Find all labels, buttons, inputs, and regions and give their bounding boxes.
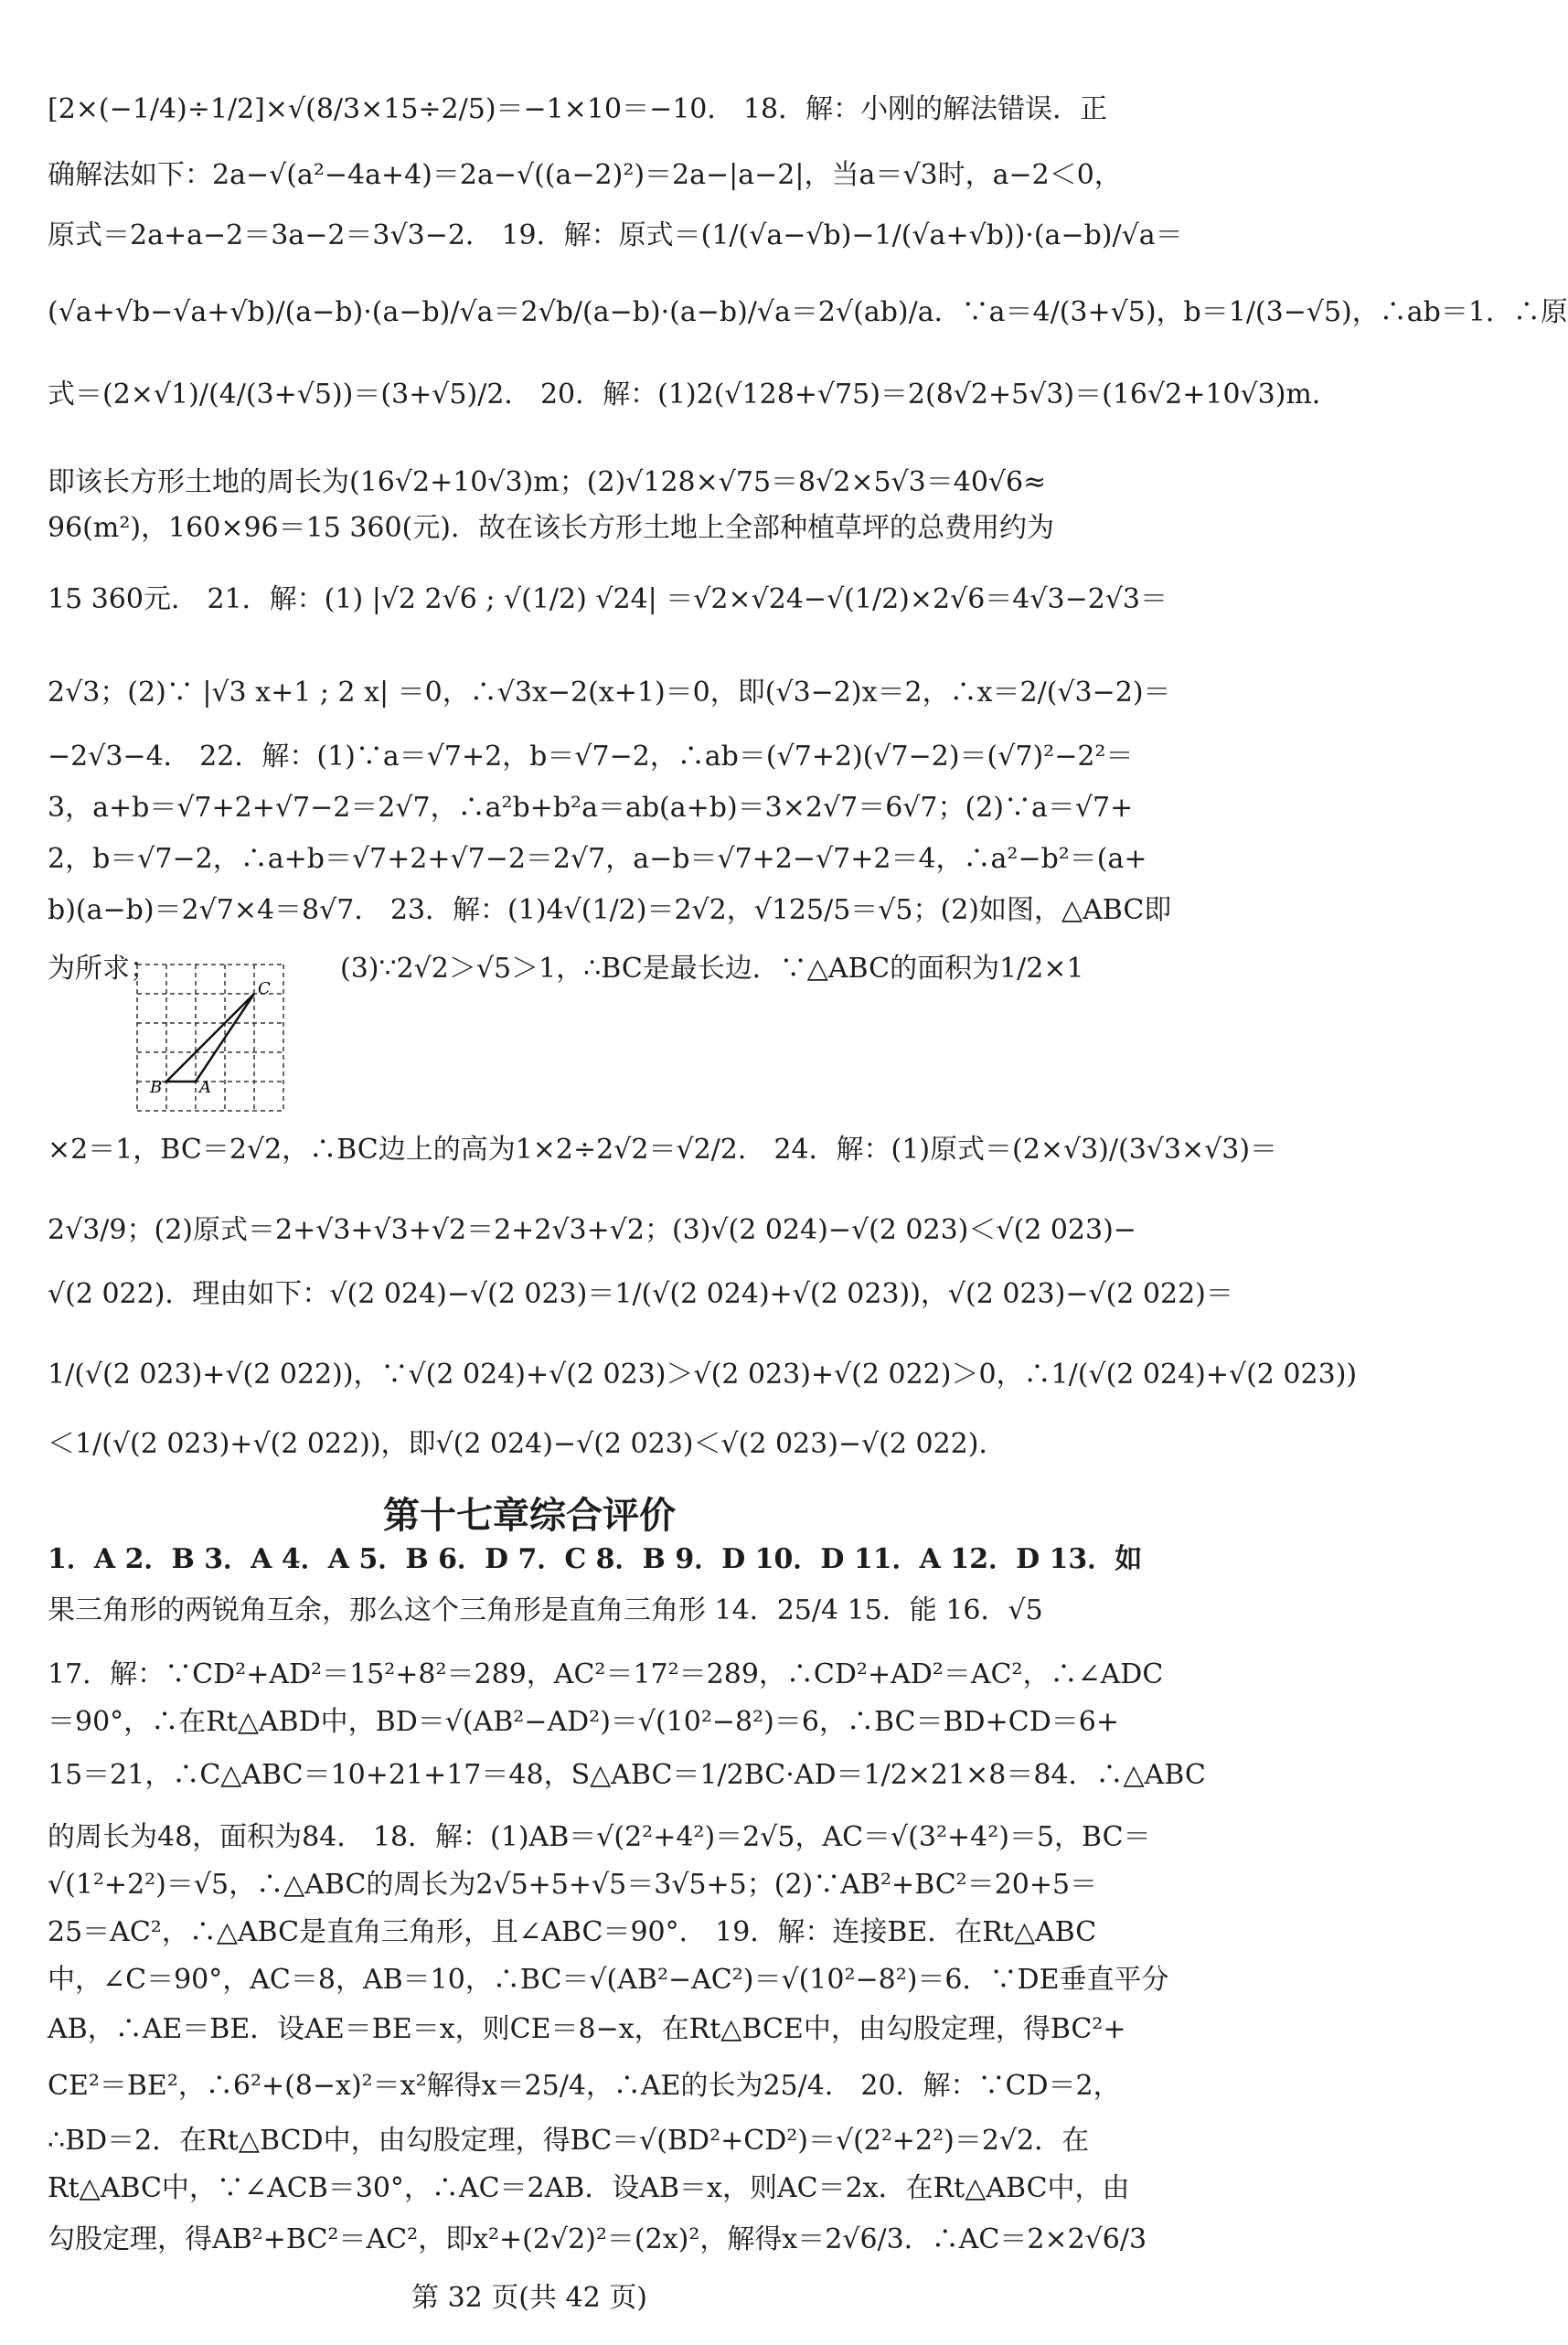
text-line: 的周长为48，面积为84． 18．解：(1)AB＝√(2²+4²)＝2√5，AC＝√(3²+4²)＝5，BC＝	[48, 1821, 1151, 1853]
text-line: 25＝AC²，∴△ABC是直角三角形，且∠ABC＝90°． 19．解：连接BE．在Rt△ABC	[48, 1916, 1097, 1948]
text-line: 果三角形的两锐角互余，那么这个三角形是直角三角形 14．25/4 15．能 16．√5	[48, 1594, 1043, 1626]
point-a-label: A	[199, 1078, 211, 1097]
text-line: CE²＝BE²，∴6²+(8−x)²＝x²解得x＝25/4，∴AE的长为25/4． 20．解：∵CD＝2，	[48, 2070, 1121, 2102]
text-line: 15 360元． 21．解：(1) |√2 2√6 ; √(1/2) √24| ＝√2×√24−√(1/2)×2√6＝4√3−2√3＝	[48, 583, 1168, 615]
text-line: 1/(√(2 023)+√(2 022))，∵√(2 024)+√(2 023)＞√(2 023)+√(2 022)＞0，∴1/(√(2 024)+√(2 023))	[48, 1359, 1358, 1391]
text-line: 2√3/9；(2)原式＝2+√3+√3+√2＝2+2√3+√2；(3)√(2 024)−√(2 023)＜√(2 023)−	[48, 1214, 1136, 1246]
point-c-label: C	[258, 979, 271, 998]
text-line: 式＝(2×√1)/(4/(3+√5))＝(3+√5)/2． 20．解：(1)2(√128+√75)＝2(8√2+5√3)＝(16√2+10√3)m．	[48, 378, 1339, 410]
triangle-abc	[166, 994, 254, 1082]
text-line: 2，b＝√7−2，∴a+b＝√7+2+√7−2＝2√7，a−b＝√7+2−√7+2＝4，∴a²−b²＝(a+	[48, 843, 1147, 875]
text-line: √(1²+2²)＝√5，∴△ABC的周长为2√5+5+√5＝3√5+5；(2)∵AB²+BC²＝20+5＝	[48, 1869, 1098, 1901]
text-line: 15＝21，∴C△ABC＝10+21+17＝48，S△ABC＝1/2BC·AD＝1/2×21×8＝84．∴△ABC	[48, 1759, 1206, 1791]
text-line: b)(a−b)＝2√7×4＝8√7． 23．解：(1)4√(1/2)＝2√2，√125/5＝√5；(2)如图，△ABC即	[48, 894, 1172, 926]
page-footer: 第 32 页(共 42 页)	[411, 2282, 647, 2314]
text-line: √(2 022)．理由如下：√(2 024)−√(2 023)＝1/(√(2 024)+√(2 023))，√(2 023)−√(2 022)＝	[48, 1278, 1233, 1310]
text-line: Rt△ABC中，∵∠ACB＝30°，∴AC＝2AB．设AB＝x，则AC＝2x．在Rt△ABC中，由	[48, 2172, 1130, 2204]
text-line: AB，∴AE＝BE．设AE＝BE＝x，则CE＝8−x，在Rt△BCE中，由勾股定理，得BC²+	[48, 2013, 1126, 2045]
text-line: [2×(−1/4)÷1/2]×√(8/3×15÷2/5)＝−1×10＝−10． 18．解：小刚的解法错误．正	[48, 93, 1108, 125]
text-line: 为所求；	[48, 953, 157, 985]
text-line: (3)∵2√2＞√5＞1，∴BC是最长边．∵△ABC的面积为1/2×1	[340, 953, 1084, 985]
text-line: 17．解：∵CD²+AD²＝15²+8²＝289，AC²＝17²＝289，∴CD²+AD²＝AC²，∴∠ADC	[48, 1658, 1164, 1690]
text-line: ∴BD＝2．在Rt△BCD中，由勾股定理，得BC＝√(BD²+CD²)＝√(2²+2²)＝2√2．在	[48, 2125, 1090, 2157]
text-line: ＜1/(√(2 023)+√(2 022))，即√(2 024)−√(2 023)＜√(2 023)−√(2 022)．	[48, 1428, 1007, 1460]
point-b-label: B	[150, 1078, 163, 1097]
text-line: 96(m²)，160×96＝15 360(元)．故在该长方形土地上全部种植草坪的总费用约为	[48, 512, 1055, 544]
text-line: ×2＝1，BC＝2√2，∴BC边上的高为1×2÷2√2＝√2/2． 24．解：(1)原式＝(2×√3)/(3√3×√3)＝	[48, 1134, 1278, 1166]
text-line: 原式＝2a+a−2＝3a−2＝3√3−2． 19．解：原式＝(1/(√a−√b)−1/(√a+√b))·(a−b)/√a＝	[48, 219, 1183, 251]
section-title: 第十七章综合评价	[383, 1495, 676, 1537]
text-line: 确解法如下：2a−√(a²−4a+4)＝2a−√((a−2)²)＝2a−|a−2|，当a＝√3时，a−2＜0，	[48, 159, 1122, 191]
text-line: 勾股定理，得AB²+BC²＝AC²，即x²+(2√2)²＝(2x)²，解得x＝2√6/3．∴AC＝2×2√6/3	[48, 2223, 1147, 2255]
text-line: −2√3−4． 22．解：(1)∵a＝√7+2，b＝√7−2，∴ab＝(√7+2)(√7−2)＝(√7)²−2²＝	[48, 741, 1134, 773]
text-line: 2√3；(2)∵ |√3 x+1 ; 2 x| ＝0，∴√3x−2(x+1)＝0，即(√3−2)x＝2，∴x＝2/(√3−2)＝	[48, 677, 1171, 709]
text-line: ＝90°，∴在Rt△ABD中，BD＝√(AB²−AD²)＝√(10²−8²)＝6，∴BC＝BD+CD＝6+	[48, 1706, 1119, 1738]
text-line: 中，∠C＝90°，AC＝8，AB＝10，∴BC＝√(AB²−AC²)＝√(10²−8²)＝6．∵DE垂直平分	[48, 1964, 1169, 1996]
text-line: 3，a+b＝√7+2+√7−2＝2√7，∴a²b+b²a＝ab(a+b)＝3×2√7＝6√7；(2)∵a＝√7+	[48, 792, 1134, 824]
triangle-grid-figure	[137, 965, 283, 1111]
text-line: 即该长方形土地的周长为(16√2+10√3)m；(2)√128×√75＝8√2×5√3＝40√6≈	[48, 466, 1047, 498]
text-line: 1．A 2．B 3．A 4．A 5．B 6．D 7．C 8．B 9．D 10．D 11．A 12．D 13．如	[48, 1543, 1143, 1575]
text-line: (√a+√b−√a+√b)/(a−b)·(a−b)/√a＝2√b/(a−b)·(a−b)/√a＝2√(ab)/a．∵a＝4/(3+√5)，b＝1/(3−√5)，∴ab＝1．∴原	[48, 296, 1568, 328]
